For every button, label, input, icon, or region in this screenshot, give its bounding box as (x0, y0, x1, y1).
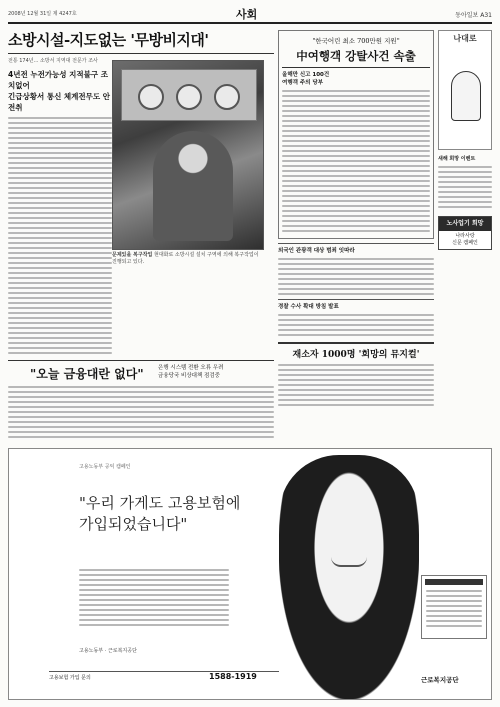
masthead (8, 6, 492, 24)
side-ad-light: 나라사랑 신문 캠페인 (452, 233, 478, 246)
ad-signature: 고용노동부 · 근로복지공단 (79, 648, 137, 654)
ad-info-box (421, 575, 487, 639)
issue-date: 2008년 12월 31일 제 4247호 (8, 11, 77, 17)
gauge-icon (138, 84, 164, 110)
side-body-text (438, 166, 492, 208)
lead-byline: 전통 174년... 소방서 지역대 전문가 조사 (8, 58, 98, 64)
section-title: 사회 (236, 8, 258, 21)
right-column (438, 30, 492, 440)
finance-body-text (8, 386, 274, 441)
china-body-text (282, 90, 430, 232)
control-panel-image (121, 69, 257, 121)
brief-body-1 (278, 258, 434, 295)
ad-small-text: 고용노동부 공익 캠페인 (79, 464, 131, 470)
ad-body-text (79, 569, 229, 629)
caption-title: 문제있을 복구작업 (112, 252, 153, 258)
worker-figure (153, 131, 233, 241)
musical-body-text (278, 364, 434, 406)
lead-body-text (8, 117, 112, 354)
china-kicker: "한국어린 최소 700만원 지원" (312, 37, 400, 45)
ad-logo: 근로복지공단 (421, 676, 459, 684)
gauge-icon (176, 84, 202, 110)
musical-headline: '희망의 뮤지컬' (358, 350, 420, 360)
brief-body-2 (278, 314, 434, 336)
finance-headline: "오늘 금융대란 없다" (30, 367, 144, 381)
cartoon-strip (438, 30, 492, 150)
lead-photo (112, 60, 264, 250)
lead-headline: 소방시설-지도없는 '무방비지대' (8, 30, 274, 54)
china-headline: 中여행객 강탈사건 속출 (282, 48, 430, 68)
ad-phone-number[interactable]: 1588-1919 (209, 672, 257, 681)
middle-column (278, 30, 434, 440)
ad-quote: "우리 가게도 고용보험에 가입되었습니다" (79, 494, 241, 533)
brief-headline-1: 외국인 관광객 대상 범죄 잇따라 (278, 243, 434, 255)
china-story (278, 30, 434, 239)
ad-contact-label: 고용보험 가입 문의 (49, 675, 91, 681)
finance-subhead: 은행 시스템 전환 오류 우려 금융당국 비상대책 점검중 (158, 365, 224, 379)
china-subhead: 올해만 신고 100건 여행객 주의 당부 (282, 72, 330, 86)
side-ad-dark: 노사업기 희망 (439, 217, 491, 231)
side-label: 새해 희망 이벤트 (438, 156, 476, 162)
paper-name: 동아일보 A31 (455, 12, 492, 19)
cartoon-figure-icon (451, 71, 481, 121)
smile-shape (331, 557, 367, 567)
musical-story (278, 342, 434, 360)
lead-subhead: 4년전 누전가능성 지적불구 조치없어 긴급상황서 통신 체계전무도 안전취 (8, 70, 111, 112)
ad-portrait-image (279, 455, 419, 699)
gauge-icon (214, 84, 240, 110)
cartoon-title: 나대로 (453, 33, 477, 43)
photo-caption (112, 252, 264, 266)
musical-kicker: 재소자 1000명 (292, 350, 356, 360)
side-ad[interactable] (438, 216, 492, 250)
insurance-ad[interactable] (8, 448, 492, 700)
finance-story (8, 360, 274, 382)
info-box-text (422, 588, 486, 632)
brief-headline-2: 경찰 수사 확대 방침 발표 (278, 299, 434, 311)
info-highlight (425, 579, 483, 585)
caption-text: 현대화로 소방시설 설치 구역에 의해 복구작업이 진행되고 있다. (112, 252, 259, 265)
